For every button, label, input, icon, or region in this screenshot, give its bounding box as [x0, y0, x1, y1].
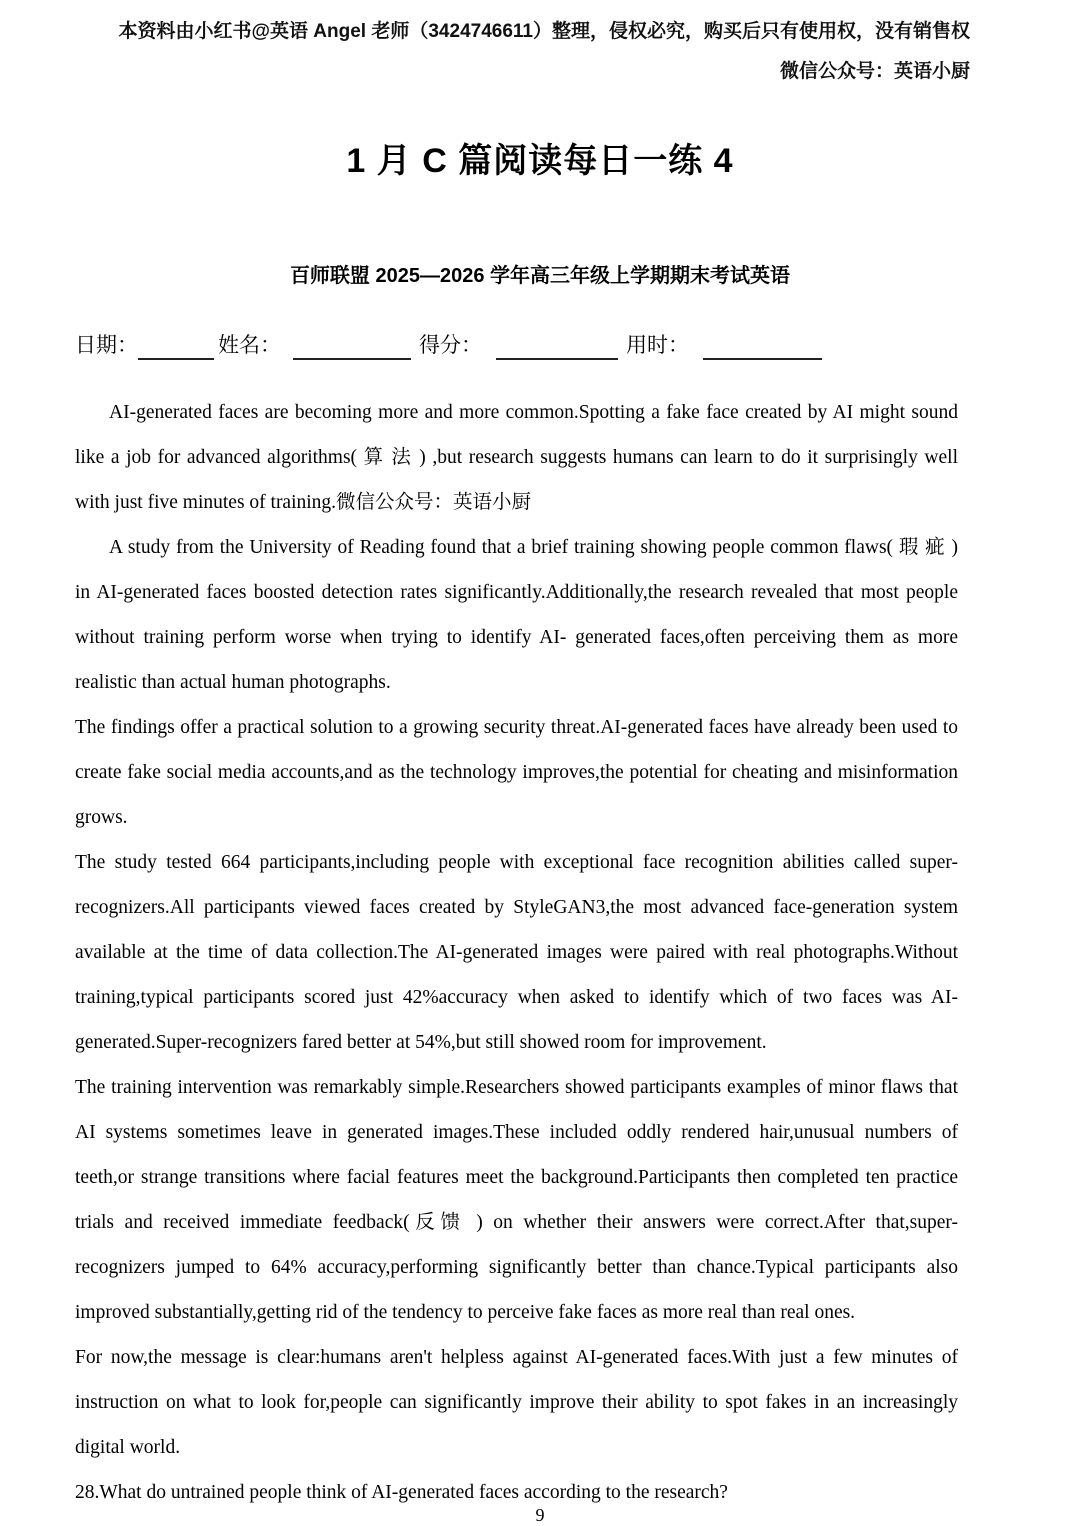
time-blank [703, 334, 822, 360]
passage-paragraph-3: The findings offer a practical solution to a growing security threat.AI-generated faces have already been used to create fake social media accounts,and as the technology improves,the potential for cheating and misinformation grows. [75, 717, 958, 828]
header-credit-line: 本资料由小红书@英语 Angel 老师（3424746611）整理，侵权必究，购买后只有使用权，没有销售权 [118, 21, 970, 42]
name-blank [293, 334, 411, 360]
passage-paragraph-1: AI-generated faces are becoming more and more common.Spotting a fake face created by AI might sound like a job for advanced algorithms( 算 法 ) ,but research suggests humans can learn to do it surprisingly well with just five minutes of training.微信公众号：英语小厨 [75, 402, 958, 513]
page-number: 9 [535, 1505, 545, 1525]
reading-passage [75, 390, 958, 1470]
question-28: 28.What do untrained people think of AI-generated faces according to the research? [75, 1482, 728, 1503]
passage-paragraph-6: For now,the message is clear:humans aren't helpless against AI-generated faces.With just a few minutes of instruction on what to look for,people can significantly improve their ability to spot fakes in an increasingly digital world. [75, 1347, 958, 1458]
header-credit-block [0, 0, 1080, 92]
time-label: 用时： [626, 333, 689, 357]
passage-paragraph-5: The training intervention was remarkably simple.Researchers showed participants examples of minor flaws that AI systems sometimes leave in generated images.These included oddly rendered hair,unusual numbers of teeth,or strange transitions where facial features meet the background.Participants then completed ten practice trials and received immediate feedback(反馈 ) on whether their answers were correct.After that,super-recognizers jumped to 64% accuracy,performing significantly better than chance.Typical participants also improved substantially,getting rid of the tendency to perceive fake faces as more real than real ones. [75, 1077, 958, 1323]
name-label: 姓名： [218, 333, 281, 357]
score-label: 得分： [419, 333, 482, 357]
passage-paragraph-4: The study tested 664 participants,including people with exceptional face recognition abilities called super-recognizers.All participants viewed faces created by StyleGAN3,the most advanced face-generation system available at the time of data collection.The AI-generated images were paired with real photographs.Without training,typical participants scored just 42%accuracy when asked to identify which of two faces was AI-generated.Super-recognizers fared better at 54%,but still showed room for improvement. [75, 852, 958, 1053]
date-label: 日期： [75, 333, 138, 357]
student-info-row [75, 330, 1080, 360]
score-blank [496, 334, 618, 360]
passage-paragraph-2: A study from the University of Reading found that a brief training showing people common flaws( 瑕 疵 ) in AI-generated faces boosted detection rates significantly.Additionally,the research revealed that most people without training perform worse when trying to identify AI- generated faces,often perceiving them as more realistic than actual human photographs. [75, 537, 958, 693]
header-wechat-line: 微信公众号：英语小厨 [779, 61, 970, 82]
page-title: 1 月 C 篇阅读每日一练 4 [346, 142, 734, 180]
exam-subtitle: 百师联盟 2025—2026 学年高三年级上学期期末考试英语 [289, 265, 791, 287]
date-blank [138, 334, 214, 360]
